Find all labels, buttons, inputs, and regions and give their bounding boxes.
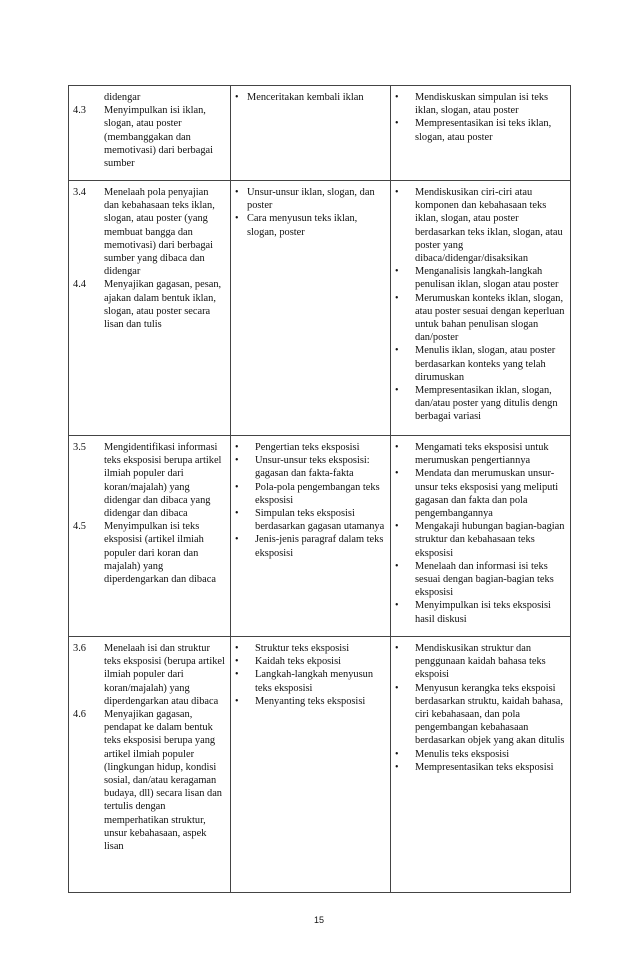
bullet-icon: • [395, 292, 399, 304]
syllabus-table-body [69, 86, 571, 893]
kegiatan-cell [391, 181, 571, 436]
kegiatan-text: Menganalisis langkah-langkah penulisan iklan, slogan atau poster [415, 266, 559, 291]
materi-text: Langkah-langkah menyusun teks eksposisi [255, 669, 374, 694]
materi-text: Cara menyusun teks iklan, slogan, poster [247, 213, 358, 238]
kd-item [73, 441, 226, 520]
kd-text: didengar [104, 92, 141, 103]
bullet-icon: • [395, 748, 399, 760]
kd-number: 3.6 [73, 643, 86, 654]
kegiatan-text: Mendiskusikan struktur dan penggunaan kaidah bahasa teks ekspoisi [415, 643, 546, 681]
kegiatan-item [395, 467, 566, 520]
kd-item [73, 278, 226, 331]
materi-text: Menceritakan kembali iklan [247, 92, 364, 103]
materi-text: Jenis-jenis paragraf dalam teks eksposisi [255, 534, 384, 559]
kd-text: Mengidentifikasi informasi teks eksposisi berupa artikel ilmiah populer dari koran/majalah) yang didengar dan dibaca yang didengar dan dibaca [104, 442, 222, 520]
materi-cell [231, 181, 391, 436]
table-row [69, 181, 571, 436]
kd-number: 4.4 [73, 279, 86, 291]
materi-item [235, 441, 386, 454]
materi-cell [231, 637, 391, 893]
kegiatan-cell [391, 86, 571, 181]
bullet-icon: • [235, 455, 239, 467]
bullet-icon: • [235, 656, 239, 668]
bullet-icon: • [395, 385, 399, 397]
materi-item [235, 533, 386, 559]
bullet-icon: • [395, 187, 399, 198]
kompetensi-dasar-cell [69, 86, 231, 181]
kegiatan-item [395, 560, 566, 600]
kd-text: Menyajikan gagasan, pesan, ajakan dalam bentuk iklan, slogan, atau poster secara lisan dan tulis [104, 279, 222, 331]
materi-text: Unsur-unsur teks eksposisi: gagasan dan fakta-fakta [255, 455, 370, 480]
bullet-icon: • [235, 669, 239, 681]
bullet-icon: • [235, 213, 239, 225]
kegiatan-item [395, 344, 566, 384]
materi-text: Pengertian teks eksposisi [255, 442, 360, 453]
kegiatan-text: Mendiskuskan simpulan isi teks iklan, slogan, atau poster [415, 92, 549, 117]
kegiatan-item [395, 761, 566, 774]
bullet-icon: • [395, 118, 399, 130]
materi-item [235, 454, 386, 480]
kegiatan-text: Mengamati teks eksposisi untuk merumuskan pengertiannya [415, 442, 549, 467]
bullet-icon: • [395, 345, 399, 357]
kegiatan-item [395, 642, 566, 682]
table-row [69, 86, 571, 181]
materi-item [235, 655, 386, 668]
kegiatan-text: Mempresentasikan teks eksposisi [415, 761, 554, 773]
materi-text: Struktur teks eksposisi [255, 643, 350, 654]
kegiatan-text: Menyusun kerangka teks ekspoisi berdasarkan struktu, kaidah bahasa, ciri kebahasaan, dan pola pengembangan kebahasaan berdasarkan objek yang akan ditulis [415, 682, 565, 747]
materi-item [235, 481, 386, 507]
kegiatan-cell [391, 436, 571, 637]
bullet-icon: • [395, 761, 399, 773]
materi-item [235, 642, 386, 655]
kegiatan-item [395, 91, 566, 117]
materi-item [235, 186, 386, 212]
kd-number: 4.5 [73, 521, 86, 533]
kegiatan-item [395, 682, 566, 748]
kegiatan-item [395, 748, 566, 761]
kd-item [73, 520, 226, 586]
kd-number: 4.6 [73, 709, 86, 721]
materi-text: Simpulan teks eksposisi berdasarkan gagasan utamanya [255, 508, 385, 533]
page-number: 15 [313, 915, 324, 925]
bullet-icon: • [395, 442, 399, 453]
kegiatan-text: Menelaah dan informasi isi teks sesuai dengan bagian-bagian teks eksposisi [415, 560, 554, 599]
bullet-icon: • [395, 521, 399, 533]
materi-text: Unsur-unsur iklan, slogan, dan poster [247, 187, 375, 212]
bullet-icon: • [395, 92, 399, 103]
bullet-icon: • [235, 481, 239, 493]
kd-text: Menyimpulkan isi iklan, slogan, atau poster (membanggakan dan memotivasi) dari berbagai sumber [104, 105, 214, 170]
kegiatan-text: Mempresentasikan iklan, slogan, dan/atau poster yang ditulis dengn berbagai variasi [415, 385, 558, 423]
kd-item [73, 642, 226, 708]
materi-text: Pola-pola pengembangan teks eksposisi [255, 481, 380, 506]
syllabus-table [68, 85, 571, 893]
bullet-icon: • [395, 266, 399, 278]
kegiatan-item [395, 117, 566, 143]
kegiatan-text: Mendata dan merumuskan unsur-unsur teks eksposisi yang meliputi gagasan dan fakta dan pola pengembangannya [415, 468, 559, 520]
materi-item [235, 212, 386, 238]
materi-text: Menyanting teks eksposisi [255, 695, 366, 707]
kegiatan-text: Merumuskan konteks iklan, slogan, atau poster sesuai dengan keperluan untuk bahan penulisan slogan dan/poster [415, 292, 565, 344]
kd-number: 4.3 [73, 105, 86, 117]
bullet-icon: • [395, 560, 399, 572]
kd-number: 3.4 [73, 187, 86, 198]
materi-item [235, 668, 386, 694]
kd-item [73, 91, 226, 104]
materi-item [235, 91, 386, 104]
bullet-icon: • [395, 600, 399, 612]
bullet-icon: • [395, 682, 399, 694]
table-row [69, 637, 571, 893]
bullet-icon: • [395, 643, 399, 654]
kompetensi-dasar-cell [69, 637, 231, 893]
kd-text: Menelaah pola penyajian dan kebahasaan teks iklan, slogan, atau poster (yang membuat bangga dan memotivasi) dari berbagai sumber yang dibaca dan didengar [104, 187, 215, 278]
kd-number: 3.5 [73, 442, 86, 453]
bullet-icon: • [235, 643, 239, 654]
kompetensi-dasar-cell [69, 181, 231, 436]
kegiatan-cell [391, 637, 571, 893]
kegiatan-text: Mengakaji hubungan bagian-bagian struktur dan kebahasaan teks eksposisi [415, 521, 565, 559]
kegiatan-text: Mempresentasikan isi teks iklan, slogan, atau poster [415, 118, 552, 143]
kegiatan-item [395, 292, 566, 345]
materi-cell [231, 436, 391, 637]
kegiatan-item [395, 186, 566, 265]
kd-item [73, 186, 226, 278]
materi-cell [231, 86, 391, 181]
kd-text: Menelaah isi dan struktur teks eksposisi (berupa artikel ilmiah populer dari koran/majalah) yang diperdengarkan atau dibaca [104, 643, 225, 707]
kompetensi-dasar-cell [69, 436, 231, 637]
kegiatan-item [395, 520, 566, 560]
bullet-icon: • [235, 187, 239, 198]
kd-text: Menyajikan gagasan, pendapat ke dalam bentuk teks eksposisi berupa yang artikel ilmiah populer (lingkungan hidup, kondisi sosial, dan/atau keragaman budaya, dll) secara lisan dan tertulis dengan memperhatikan struktur, unsur kebahasaan, aspek lisan [104, 709, 223, 853]
kegiatan-item [395, 265, 566, 291]
kegiatan-item [395, 599, 566, 625]
materi-item [235, 507, 386, 533]
bullet-icon: • [235, 534, 239, 546]
kegiatan-item [395, 384, 566, 424]
materi-text: Kaidah teks ekposisi [255, 656, 341, 668]
table-row [69, 436, 571, 637]
kegiatan-text: Menulis iklan, slogan, atau poster berdasarkan konteks yang telah dirumuskan [415, 345, 556, 383]
kegiatan-text: Menulis teks eksposisi [415, 748, 510, 760]
bullet-icon: • [235, 695, 239, 707]
bullet-icon: • [235, 92, 239, 103]
bullet-icon: • [395, 468, 399, 480]
kegiatan-item [395, 441, 566, 467]
kd-item [73, 708, 226, 853]
kegiatan-text: Menyimpulkan isi teks eksposisi hasil diskusi [415, 600, 551, 625]
kd-number [73, 91, 104, 104]
materi-item [235, 695, 386, 708]
bullet-icon: • [235, 442, 239, 453]
bullet-icon: • [235, 508, 239, 520]
kd-item [73, 104, 226, 170]
kd-text: Menyimpulkan isi teks eksposisi (artikel ilmiah populer dari koran dan majalah) yang diperdengarkan dan dibaca [104, 521, 216, 586]
kegiatan-text: Mendiskusikan ciri-ciri atau komponen dan kebahasaan teks iklan, slogan, atau poster berdasarkan teks iklan, slogan, atau poster yang dibaca/didengar/disaksikan [415, 187, 563, 265]
